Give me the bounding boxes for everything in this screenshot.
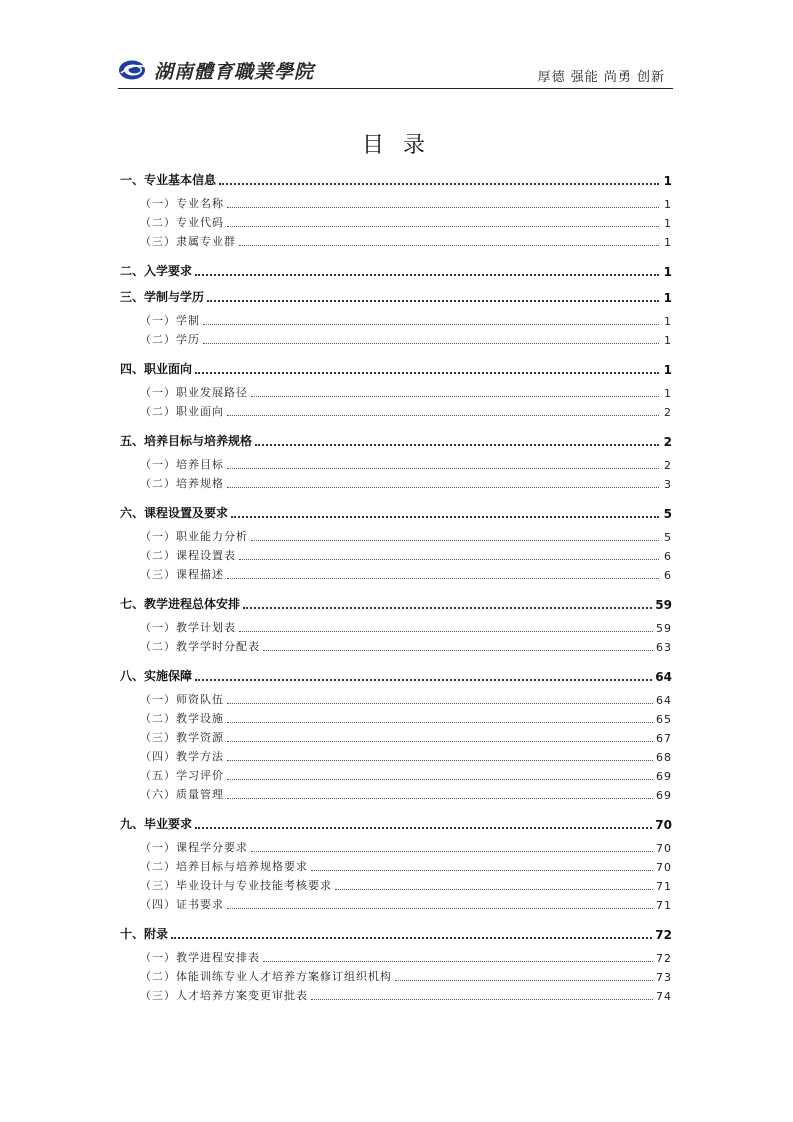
toc-subsection-entry[interactable] bbox=[120, 214, 672, 230]
toc-leader-dots bbox=[227, 703, 653, 704]
toc-page-number: 5 bbox=[663, 507, 672, 521]
toc-section-entry[interactable] bbox=[120, 594, 672, 612]
toc-subsection-title: （一）职业发展路径 bbox=[140, 386, 248, 399]
toc-page-number: 71 bbox=[656, 880, 672, 893]
toc-page-number: 1 bbox=[664, 315, 672, 328]
school-logo bbox=[118, 56, 314, 84]
toc-leader-dots bbox=[171, 937, 652, 939]
toc-section-entry[interactable] bbox=[120, 170, 672, 188]
toc-subsection-title: （三）课程描述 bbox=[140, 568, 224, 581]
toc-page-number: 1 bbox=[664, 236, 672, 249]
toc-section-entry[interactable] bbox=[120, 287, 672, 305]
toc-subsection-title: （一）培养目标 bbox=[140, 458, 224, 471]
toc-subsection-entry[interactable] bbox=[120, 839, 672, 855]
toc-page-number: 2 bbox=[663, 435, 672, 449]
toc-leader-dots bbox=[227, 760, 653, 761]
toc-subsection-title: （三）教学资源 bbox=[140, 731, 224, 744]
toc-subsection-title: （三）人才培养方案变更审批表 bbox=[140, 989, 308, 1002]
toc-leader-dots bbox=[227, 779, 653, 780]
toc-section-title: 一、专业基本信息 bbox=[120, 173, 217, 187]
toc-subsection-title: （一）职业能力分析 bbox=[140, 530, 248, 543]
toc-section-entry[interactable] bbox=[120, 359, 672, 377]
toc-page-number: 64 bbox=[656, 694, 672, 707]
school-emblem-icon bbox=[118, 59, 148, 81]
toc-page-number: 70 bbox=[656, 861, 672, 874]
toc-leader-dots bbox=[203, 324, 659, 325]
toc-subsection-title: （三）毕业设计与专业技能考核要求 bbox=[140, 879, 332, 892]
toc-page-number: 2 bbox=[664, 459, 672, 472]
toc-leader-dots bbox=[227, 468, 659, 469]
toc-section-title: 二、入学要求 bbox=[120, 264, 193, 278]
toc-subsection-entry[interactable] bbox=[120, 748, 672, 764]
toc-leader-dots bbox=[195, 372, 659, 374]
toc-subsection-entry[interactable] bbox=[120, 786, 672, 802]
toc-subsection-title: （二）教学设施 bbox=[140, 712, 224, 725]
toc-section-title: 五、培养目标与培养规格 bbox=[120, 434, 253, 448]
toc-subsection-title: （三）隶属专业群 bbox=[140, 235, 236, 248]
toc-section-title: 七、教学进程总体安排 bbox=[120, 597, 241, 611]
toc-page-number: 1 bbox=[664, 387, 672, 400]
toc-leader-dots bbox=[251, 396, 659, 397]
toc-subsection-entry[interactable] bbox=[120, 729, 672, 745]
toc-page-number: 3 bbox=[664, 478, 672, 491]
toc-leader-dots bbox=[311, 999, 653, 1000]
toc-leader-dots bbox=[335, 889, 653, 890]
toc-page-number: 67 bbox=[656, 732, 672, 745]
toc-subsection-entry[interactable] bbox=[120, 475, 672, 491]
toc-subsection-title: （二）专业代码 bbox=[140, 216, 224, 229]
toc-section-entry[interactable] bbox=[120, 503, 672, 521]
toc-section-entry[interactable] bbox=[120, 666, 672, 684]
toc-section-title: 三、学制与学历 bbox=[120, 290, 205, 304]
toc-leader-dots bbox=[231, 516, 659, 518]
toc-section-entry[interactable] bbox=[120, 261, 672, 279]
toc-page-number: 72 bbox=[656, 952, 672, 965]
toc-subsection-title: （五）学习评价 bbox=[140, 769, 224, 782]
toc-leader-dots bbox=[311, 870, 653, 871]
toc-leader-dots bbox=[227, 578, 659, 579]
toc-page-number: 1 bbox=[664, 217, 672, 230]
toc-section-title: 四、职业面向 bbox=[120, 362, 193, 376]
toc-subsection-title: （一）教学计划表 bbox=[140, 621, 236, 634]
toc-subsection-title: （四）证书要求 bbox=[140, 898, 224, 911]
toc-leader-dots bbox=[227, 741, 653, 742]
toc-subsection-entry[interactable] bbox=[120, 877, 672, 893]
toc-leader-dots bbox=[195, 679, 652, 681]
toc-leader-dots bbox=[227, 226, 659, 227]
toc-page-number: 71 bbox=[656, 899, 672, 912]
toc-page-number: 1 bbox=[664, 198, 672, 211]
toc-subsection-title: （一）教学进程安排表 bbox=[140, 951, 260, 964]
toc-subsection-entry[interactable] bbox=[120, 949, 672, 965]
toc-section-title: 九、毕业要求 bbox=[120, 817, 193, 831]
toc-leader-dots bbox=[239, 631, 653, 632]
toc-subsection-entry[interactable] bbox=[120, 987, 672, 1003]
toc-page-number: 72 bbox=[655, 928, 672, 942]
toc-leader-dots bbox=[207, 300, 659, 302]
toc-subsection-title: （二）学历 bbox=[140, 333, 200, 346]
toc-section-entry[interactable] bbox=[120, 814, 672, 832]
toc-subsection-entry[interactable] bbox=[120, 691, 672, 707]
toc-leader-dots bbox=[227, 207, 659, 208]
toc-page-number: 1 bbox=[663, 265, 672, 279]
toc-leader-dots bbox=[395, 980, 653, 981]
toc-leader-dots bbox=[239, 245, 659, 246]
toc-page-number: 70 bbox=[656, 842, 672, 855]
toc-subsection-title: （六）质量管理 bbox=[140, 788, 224, 801]
toc-subsection-entry[interactable] bbox=[120, 195, 672, 211]
toc-subsection-title: （二）培养目标与培养规格要求 bbox=[140, 860, 308, 873]
toc-subsection-entry[interactable] bbox=[120, 619, 672, 635]
toc-title: 目 录 bbox=[362, 133, 431, 158]
toc-subsection-title: （一）专业名称 bbox=[140, 197, 224, 210]
toc-section-title: 十、附录 bbox=[120, 927, 169, 941]
toc-section-title: 六、课程设置及要求 bbox=[120, 506, 229, 520]
toc-page-number: 2 bbox=[664, 406, 672, 419]
toc-page-number: 63 bbox=[656, 641, 672, 654]
toc-page-number: 65 bbox=[656, 713, 672, 726]
toc-page-number: 69 bbox=[656, 789, 672, 802]
toc-leader-dots bbox=[195, 274, 659, 276]
toc-page-number: 70 bbox=[655, 818, 672, 832]
toc-subsection-entry[interactable] bbox=[120, 547, 672, 563]
toc-page-number: 6 bbox=[664, 550, 672, 563]
toc-subsection-entry[interactable] bbox=[120, 384, 672, 400]
toc-leader-dots bbox=[227, 798, 653, 799]
toc-page-number: 69 bbox=[656, 770, 672, 783]
toc-page-number: 74 bbox=[656, 990, 672, 1003]
toc-subsection-entry[interactable] bbox=[120, 896, 672, 912]
toc-page-number: 5 bbox=[664, 531, 672, 544]
toc-subsection-entry[interactable] bbox=[120, 858, 672, 874]
toc-subsection-title: （二）教学学时分配表 bbox=[140, 640, 260, 653]
school-name: 湖南體育職業學院 bbox=[154, 60, 315, 83]
toc-subsection-entry[interactable] bbox=[120, 331, 672, 347]
toc-leader-dots bbox=[239, 559, 659, 560]
toc-page-number: 1 bbox=[663, 291, 672, 305]
page-header bbox=[118, 54, 673, 89]
toc-subsection-title: （四）教学方法 bbox=[140, 750, 224, 763]
toc-leader-dots bbox=[255, 444, 659, 446]
toc-leader-dots bbox=[227, 722, 653, 723]
toc-leader-dots bbox=[203, 343, 659, 344]
toc-section-entry[interactable] bbox=[120, 431, 672, 449]
toc-page-number: 73 bbox=[656, 971, 672, 984]
toc-leader-dots bbox=[195, 827, 652, 829]
toc-subsection-entry[interactable] bbox=[120, 710, 672, 726]
toc-leader-dots bbox=[243, 607, 652, 609]
toc-subsection-entry[interactable] bbox=[120, 456, 672, 472]
toc-subsection-entry[interactable] bbox=[120, 968, 672, 984]
toc-leader-dots bbox=[219, 183, 659, 185]
toc-leader-dots bbox=[263, 650, 653, 651]
toc-subsection-title: （二）体能训练专业人才培养方案修订组织机构 bbox=[140, 970, 392, 983]
toc-subsection-title: （一）课程学分要求 bbox=[140, 841, 248, 854]
toc-page-number: 1 bbox=[663, 363, 672, 377]
toc-subsection-title: （一）学制 bbox=[140, 314, 200, 327]
toc-leader-dots bbox=[251, 851, 653, 852]
toc-subsection-title: （二）职业面向 bbox=[140, 405, 224, 418]
toc-leader-dots bbox=[227, 908, 653, 909]
toc-page-number: 6 bbox=[664, 569, 672, 582]
toc-section-title: 八、实施保障 bbox=[120, 669, 193, 683]
toc-page-number: 1 bbox=[664, 334, 672, 347]
toc-page-number: 1 bbox=[663, 174, 672, 188]
toc-subsection-entry[interactable] bbox=[120, 528, 672, 544]
toc-subsection-entry[interactable] bbox=[120, 566, 672, 582]
toc-subsection-entry[interactable] bbox=[120, 233, 672, 249]
toc-subsection-entry[interactable] bbox=[120, 638, 672, 654]
toc-subsection-entry[interactable] bbox=[120, 403, 672, 419]
toc-subsection-title: （二）课程设置表 bbox=[140, 549, 236, 562]
toc-leader-dots bbox=[227, 487, 659, 488]
toc-subsection-entry[interactable] bbox=[120, 767, 672, 783]
toc-leader-dots bbox=[227, 415, 659, 416]
school-motto: 厚德 强能 尚勇 创新 bbox=[537, 70, 665, 85]
toc-page-number: 59 bbox=[656, 622, 672, 635]
toc-leader-dots bbox=[263, 961, 653, 962]
toc-subsection-title: （二）培养规格 bbox=[140, 477, 224, 490]
toc-subsection-entry[interactable] bbox=[120, 312, 672, 328]
toc-page-number: 68 bbox=[656, 751, 672, 764]
toc-subsection-title: （一）师资队伍 bbox=[140, 693, 224, 706]
toc-leader-dots bbox=[251, 540, 659, 541]
toc-section-entry[interactable] bbox=[120, 924, 672, 942]
toc-page-number: 64 bbox=[655, 670, 672, 684]
toc-page-number: 59 bbox=[655, 598, 672, 612]
